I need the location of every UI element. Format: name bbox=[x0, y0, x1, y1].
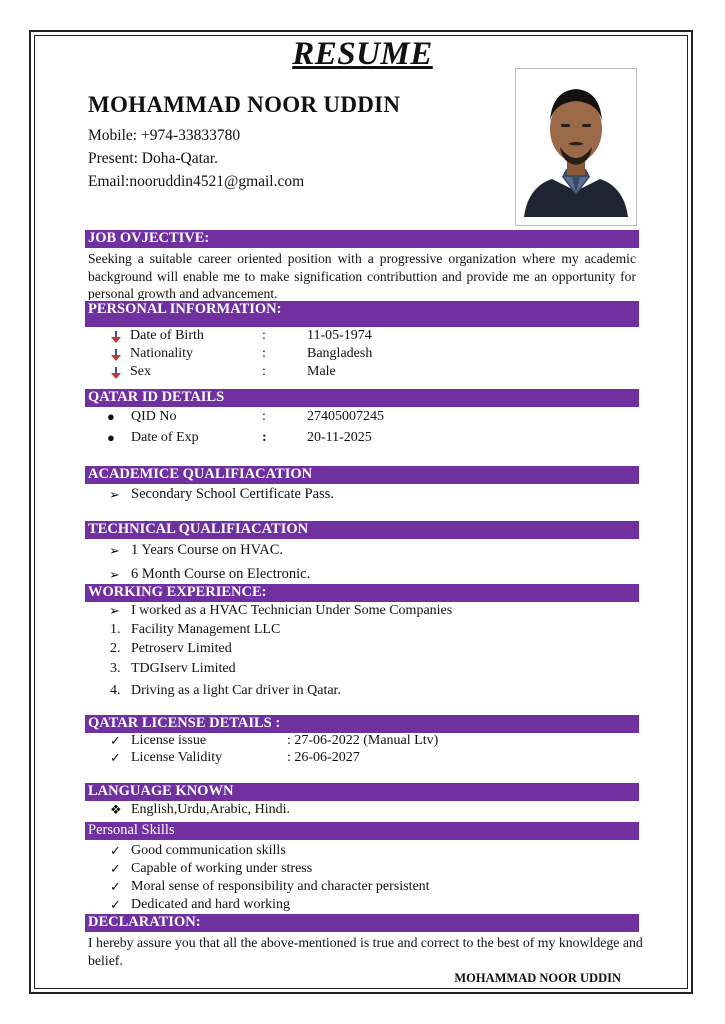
experience-intro: I worked as a HVAC Technician Under Some Companies bbox=[131, 603, 453, 618]
resume-title: RESUME bbox=[292, 36, 433, 72]
arrowhead-bullet-icon: ➢ bbox=[109, 567, 120, 582]
personal-label: Date of Birth bbox=[130, 328, 204, 343]
personal-sep: : bbox=[262, 364, 266, 379]
objective-text: Seeking a suitable career oriented position with a progressive organization where my academic background will enable me to make signification contributtion and provide me an opportunity for personal growth and advancement. bbox=[88, 251, 636, 300]
check-icon: ✓ bbox=[110, 879, 121, 894]
experience-num: 3. bbox=[110, 661, 121, 676]
check-icon: ✓ bbox=[110, 843, 121, 858]
section-heading-language: LANGUAGE KNOWN bbox=[85, 783, 639, 801]
present-line: Present: Doha-Qatar. bbox=[88, 150, 218, 167]
section-heading-license: QATAR LICENSE DETAILS : bbox=[85, 715, 639, 733]
experience-item: Driving as a light Car driver in Qatar. bbox=[131, 683, 341, 698]
mobile-line: Mobile: +974-33833780 bbox=[88, 127, 241, 144]
email-line: Email:nooruddin4521@gmail.com bbox=[88, 173, 305, 190]
personal-sep: : bbox=[262, 328, 266, 343]
technical-item: 1 Years Course on HVAC. bbox=[131, 542, 283, 558]
bullet-icon: ● bbox=[107, 409, 115, 424]
license-value: : 27-06-2022 (Manual Ltv) bbox=[287, 733, 439, 748]
check-icon: ✓ bbox=[110, 750, 121, 765]
check-icon: ✓ bbox=[110, 733, 121, 748]
check-icon: ✓ bbox=[110, 861, 121, 876]
personal-label: Nationality bbox=[130, 346, 193, 361]
language-text: English,Urdu,Arabic, Hindi. bbox=[131, 802, 291, 817]
technical-item: 6 Month Course on Electronic. bbox=[131, 566, 311, 582]
skill-item: Good communication skills bbox=[131, 843, 286, 858]
section-heading-qatar-id: QATAR ID DETAILS bbox=[85, 389, 639, 407]
arrowhead-bullet-icon: ➢ bbox=[109, 603, 120, 618]
arrow-bullet-icon bbox=[110, 331, 122, 345]
personal-sep: : bbox=[262, 346, 266, 361]
skill-item: Dedicated and hard working bbox=[131, 897, 290, 912]
arrowhead-bullet-icon: ➢ bbox=[109, 487, 120, 502]
arrow-bullet-icon bbox=[110, 367, 122, 381]
experience-item: TDGIserv Limited bbox=[131, 661, 236, 676]
section-heading-objective: JOB OVJECTIVE: bbox=[85, 230, 639, 248]
personal-value: Bangladesh bbox=[307, 346, 373, 361]
experience-num: 2. bbox=[110, 641, 121, 656]
qid-sep: : bbox=[262, 409, 266, 424]
candidate-name: MOHAMMAD NOOR UDDIN bbox=[88, 92, 401, 117]
check-icon: ✓ bbox=[110, 897, 121, 912]
arrow-bullet-icon bbox=[110, 349, 122, 363]
experience-num: 1. bbox=[110, 622, 121, 637]
personal-label: Sex bbox=[130, 364, 151, 379]
license-label: License Validity bbox=[131, 750, 223, 765]
diamond-bullet-icon: ❖ bbox=[110, 802, 122, 817]
profile-photo bbox=[515, 68, 637, 226]
section-heading-personal: PERSONAL INFORMATION: bbox=[85, 301, 639, 327]
section-heading-declaration: DECLARATION: bbox=[85, 914, 639, 932]
skill-item: Capable of working under stress bbox=[131, 861, 313, 876]
bullet-icon: ● bbox=[107, 430, 115, 445]
license-value: : 26-06-2027 bbox=[287, 750, 360, 765]
qid-label: QID No bbox=[131, 409, 177, 424]
signature-name: MOHAMMAD NOOR UDDIN bbox=[454, 971, 621, 985]
skill-item: Moral sense of responsibility and character persistent bbox=[131, 879, 430, 894]
declaration-text: I hereby assure you that all the above-mentioned is true and correct to the best of my knowldege and belief. bbox=[88, 935, 643, 968]
section-heading-technical: TECHNICAL QUALIFIACATION bbox=[85, 521, 639, 539]
section-heading-academic: ACADEMICE QUALIFIACATION bbox=[85, 466, 639, 484]
license-label: License issue bbox=[131, 733, 207, 748]
academic-item: Secondary School Certificate Pass. bbox=[131, 486, 334, 502]
experience-item: Facility Management LLC bbox=[131, 622, 281, 637]
qid-exp-label: Date of Exp bbox=[131, 430, 199, 445]
experience-item: Petroserv Limited bbox=[131, 641, 232, 656]
arrowhead-bullet-icon: ➢ bbox=[109, 543, 120, 558]
personal-value: 11-05-1974 bbox=[307, 328, 372, 343]
portrait-image bbox=[516, 69, 636, 225]
qid-exp-value: 20-11-2025 bbox=[307, 430, 372, 445]
personal-value: Male bbox=[307, 364, 336, 379]
section-heading-experience: WORKING EXPERIENCE: bbox=[85, 584, 639, 602]
qid-value: 27405007245 bbox=[307, 409, 384, 424]
qid-exp-sep: : bbox=[262, 430, 267, 445]
experience-num: 4. bbox=[110, 683, 121, 698]
section-heading-skills: Personal Skills bbox=[85, 822, 639, 840]
